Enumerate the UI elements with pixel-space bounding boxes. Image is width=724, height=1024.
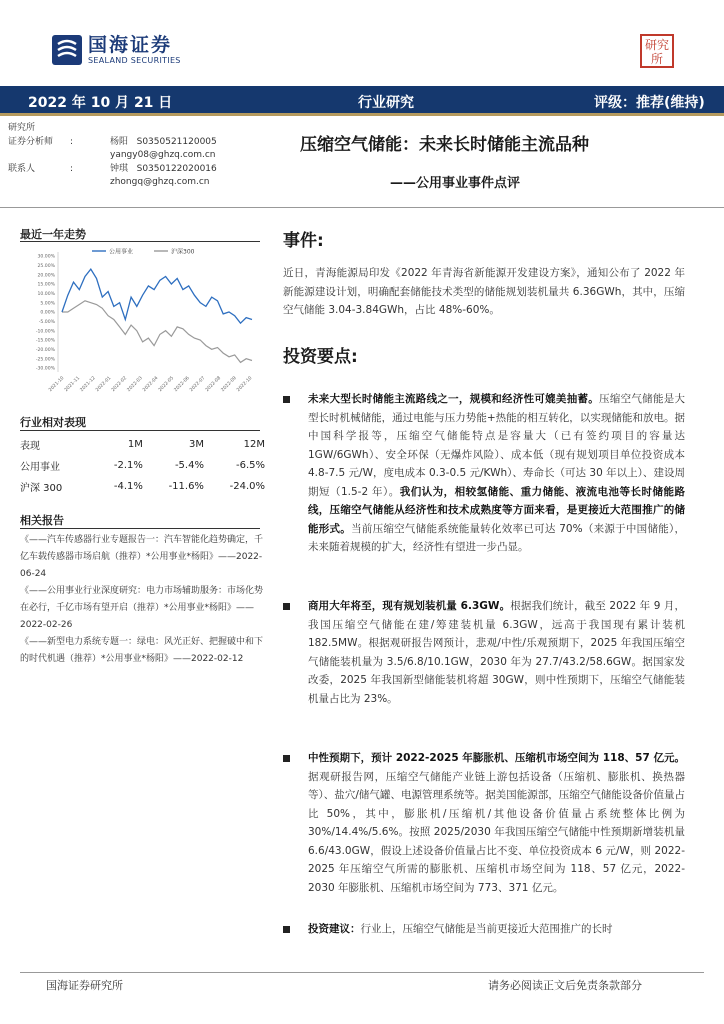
bullet-square-icon <box>283 396 290 403</box>
y-tick-label: -30.00% <box>35 366 55 372</box>
point-1-lead: 未来大型长时储能主流路线之一，规模和经济性可媲美抽蓄。 <box>308 393 600 405</box>
logo-en-text: SEALAND SECURITIES <box>88 56 181 65</box>
point-1 <box>283 390 685 557</box>
related-reports <box>20 532 266 668</box>
y-tick-label: -10.00% <box>35 329 55 335</box>
bullet-square-icon <box>283 926 290 933</box>
y-tick-label: -15.00% <box>35 338 55 344</box>
y-tick-label: 25.00% <box>37 263 55 269</box>
company-logo <box>52 34 181 66</box>
table-cell: -4.1% <box>113 481 143 492</box>
report-link[interactable]: 《——新型电力系统专题一：绿电：风光正好、把握破中和下的时代机遇（推荐）*公用事业*杨阳》——2022-02-12 <box>20 637 264 664</box>
logo-cn-text: 国海证券 <box>88 34 173 56</box>
trend-title: 最近一年走势 <box>20 228 86 241</box>
table-cell: -2.1% <box>113 460 143 471</box>
y-tick-label: 20.00% <box>37 273 55 279</box>
x-tick-label: 2022-04 <box>142 375 160 393</box>
research-seal: 研究 所 <box>640 34 674 68</box>
contact-name: 钟琪 <box>110 163 129 174</box>
y-tick-label: -20.00% <box>35 347 55 353</box>
point-2-body: 根据我们统计，截至 2022 年 9 月，我国压缩空气储能在建/筹建装机量 6.3GW，远高于我国现有累计装机 182.5MW。根据观研报告网预计，悲观/中性/乐观预期下，2025 年我国压缩空气储能装机量为 3.5/6.8/10.1GW，2030 年为 27.7/43.2/58.6GW。据国家发改委，2025 年我国新型储能装机将超 30GW，则中性预期下，压缩空气储能装机量占比为 23%。 <box>308 600 685 705</box>
y-tick-label: 15.00% <box>37 282 55 288</box>
point-3-body: 据观研报告网，压缩空气储能产业链上游包括设备（压缩机、膨胀机、换热器等）、盐穴/储气罐、电源管理系统等。据美国能源部，压缩空气储能设备价值量占比 50%，其中，膨胀机/压缩机/其他设备价值量占系统整体比例为 30%/14.4%/5.6%。按照 2025/2030 年我国压缩空气储能中性预期新增装机量 6.6/43.0GW，假设上述设备价值量占比不变、单位投资成本 6 元/W，则 2022-2025 年压缩空气所需的膨胀机、压缩机市场空间为 118、57 亿元，2022-2030 年膨胀机、压缩机市场空间为 773、371 亿元。 <box>308 770 685 894</box>
x-tick-label: 2022-09 <box>220 375 238 393</box>
chart-legend <box>92 248 195 256</box>
x-tick-label: 2022-08 <box>204 375 223 393</box>
sealand-logo-icon <box>52 35 82 65</box>
table-cell: -24.0% <box>229 481 265 492</box>
report-type: 行业研究 <box>358 95 414 111</box>
table-header: 3M <box>188 439 204 450</box>
performance-table <box>20 434 265 497</box>
table-cell: -11.6% <box>168 481 204 492</box>
footer-left: 国海证券研究所 <box>46 979 123 992</box>
contact-email[interactable]: zhongq@ghzq.com.cn <box>110 177 210 187</box>
table-cell: 沪深 300 <box>20 483 63 494</box>
x-tick-label: 2022-03 <box>126 375 144 393</box>
analyst-info <box>8 122 288 190</box>
point-4 <box>283 920 685 939</box>
point-1-body-2: 当前压缩空气储能系统能量转化效率已可达 70%（来源于中国储能），未来随着规模的扩大，经济性有望进一步凸显。 <box>308 522 685 553</box>
performance-title: 行业相对表现 <box>20 416 86 429</box>
point-4-body: 行业上，压缩空气储能是当前更接近大范围推广的长时 <box>360 923 613 935</box>
point-3-lead: 中性预期下，预计 2022-2025 年膨胀机、压缩机市场空间为 118、57 亿元。 <box>308 752 685 764</box>
table-header: 1M <box>127 439 143 450</box>
y-tick-label: 30.00% <box>37 254 55 260</box>
x-axis-ticks <box>48 375 254 393</box>
y-tick-label: -25.00% <box>35 357 55 363</box>
point-2-lead: 商用大年将至，现有规划装机量 6.3GW。 <box>308 600 511 612</box>
report-date: 2022 年 10 月 21 日 <box>28 95 173 111</box>
divider <box>20 241 260 242</box>
y-axis-ticks <box>36 254 56 372</box>
table-header: 表现 <box>20 441 40 452</box>
footer-right: 请务必阅读正文后免责条款部分 <box>488 979 642 992</box>
y-tick-label: 10.00% <box>37 291 55 297</box>
y-tick-label: 0.00% <box>40 310 55 316</box>
table-header-row <box>20 434 265 455</box>
point-4-lead: 投资建议： <box>308 923 361 935</box>
divider <box>20 972 704 973</box>
table-cell: 公用事业 <box>20 462 60 473</box>
divider <box>20 528 260 529</box>
contact-label: 联系人 <box>8 163 36 174</box>
colon: : <box>70 136 74 147</box>
analyst-label: 证券分析师 <box>8 136 54 147</box>
table-cell: -6.5% <box>235 460 265 471</box>
analyst-name: 杨阳 <box>110 136 129 147</box>
institute-label: 研究所 <box>8 123 36 133</box>
x-tick-label: 2022-05 <box>157 375 176 393</box>
legend-label: 沪深300 <box>171 248 195 256</box>
x-tick-label: 2021-11 <box>63 375 82 393</box>
event-paragraph: 近日，青海能源局印发《2022 年青海省新能源开发建设方案》，通知公布了 2022 年新能源建设计划，明确配套储能技术类型的储能规划装机量共 6.36GWh，其中，压缩空气储能 3.04-3.84GWh，占比 48%-60%。 <box>283 267 685 316</box>
legend-label: 公用事业 <box>109 248 134 256</box>
x-tick-label: 2022-07 <box>189 375 207 393</box>
table-header: 12M <box>243 439 265 450</box>
table-row <box>20 455 265 476</box>
report-link[interactable]: 《——汽车传感器行业专题报告一：汽车智能化趋势确定，千亿车载传感器市场启航（推荐）*公用事业*杨阳》——2022-06-24 <box>20 535 264 579</box>
bullet-square-icon <box>283 755 290 762</box>
reports-title: 相关报告 <box>20 514 64 527</box>
trend-chart <box>22 246 262 396</box>
divider <box>0 207 724 208</box>
table-cell: -5.4% <box>174 460 204 471</box>
x-tick-label: 2022-10 <box>236 375 254 393</box>
point-2 <box>283 597 685 708</box>
contact-id: S0350122020016 <box>136 163 217 174</box>
analyst-email[interactable]: yangy08@ghzq.com.cn <box>110 150 216 160</box>
event-heading: 事件: <box>283 231 324 251</box>
point-1-body: 压缩空气储能是大型长时机械储能，通过电能与压力势能+热能的相互转化，以实现储能和放电。据中国科学报等，压缩空气储能特点是容量大（已有签约项目的容量达 1GW/6GWh）、安全环保（无爆炸风险）、成本低（现有规划项目单位投资成本 4.8-7.5 元/W，度电成本 0.3-0.5 元/KWh）、寿命长（可达 30 年以上）、建设周期短（1.5-2 年）。 <box>308 393 686 498</box>
x-tick-label: 2021-12 <box>79 375 97 393</box>
divider <box>20 430 260 431</box>
x-tick-label: 2022-06 <box>173 375 191 393</box>
colon: : <box>70 163 74 174</box>
y-tick-label: 5.00% <box>40 301 55 307</box>
x-tick-label: 2022-02 <box>110 375 129 393</box>
x-tick-label: 2022-01 <box>95 375 113 393</box>
report-title: 压缩空气储能：未来长时储能主流品种 <box>300 135 589 155</box>
point-3 <box>283 749 685 897</box>
series-line-hs300 <box>62 301 252 363</box>
points-heading: 投资要点: <box>283 347 358 367</box>
header-banner <box>0 86 724 116</box>
table-row <box>20 476 265 497</box>
point-1-lead-2: 我们认为，相较氢储能、重力储能、液流电池等长时储能路线，压缩空气储能从经济性和技术成熟度等方面来看，是更接近大范围推广的储能形式。 <box>308 485 685 535</box>
series-line-utilities <box>62 269 252 323</box>
report-link[interactable]: 《——公用事业行业深度研究：电力市场辅助服务：市场化势在必行，千亿市场有望开启（推荐）*公用事业*杨阳》——2022-02-26 <box>20 586 264 630</box>
report-rating: 评级：推荐(维持) <box>594 95 705 111</box>
analyst-id: S0350521120005 <box>136 136 217 147</box>
report-subtitle: ——公用事业事件点评 <box>390 176 521 191</box>
x-tick-label: 2021-10 <box>48 375 66 393</box>
y-tick-label: -5.00% <box>38 319 55 325</box>
bullet-square-icon <box>283 603 290 610</box>
